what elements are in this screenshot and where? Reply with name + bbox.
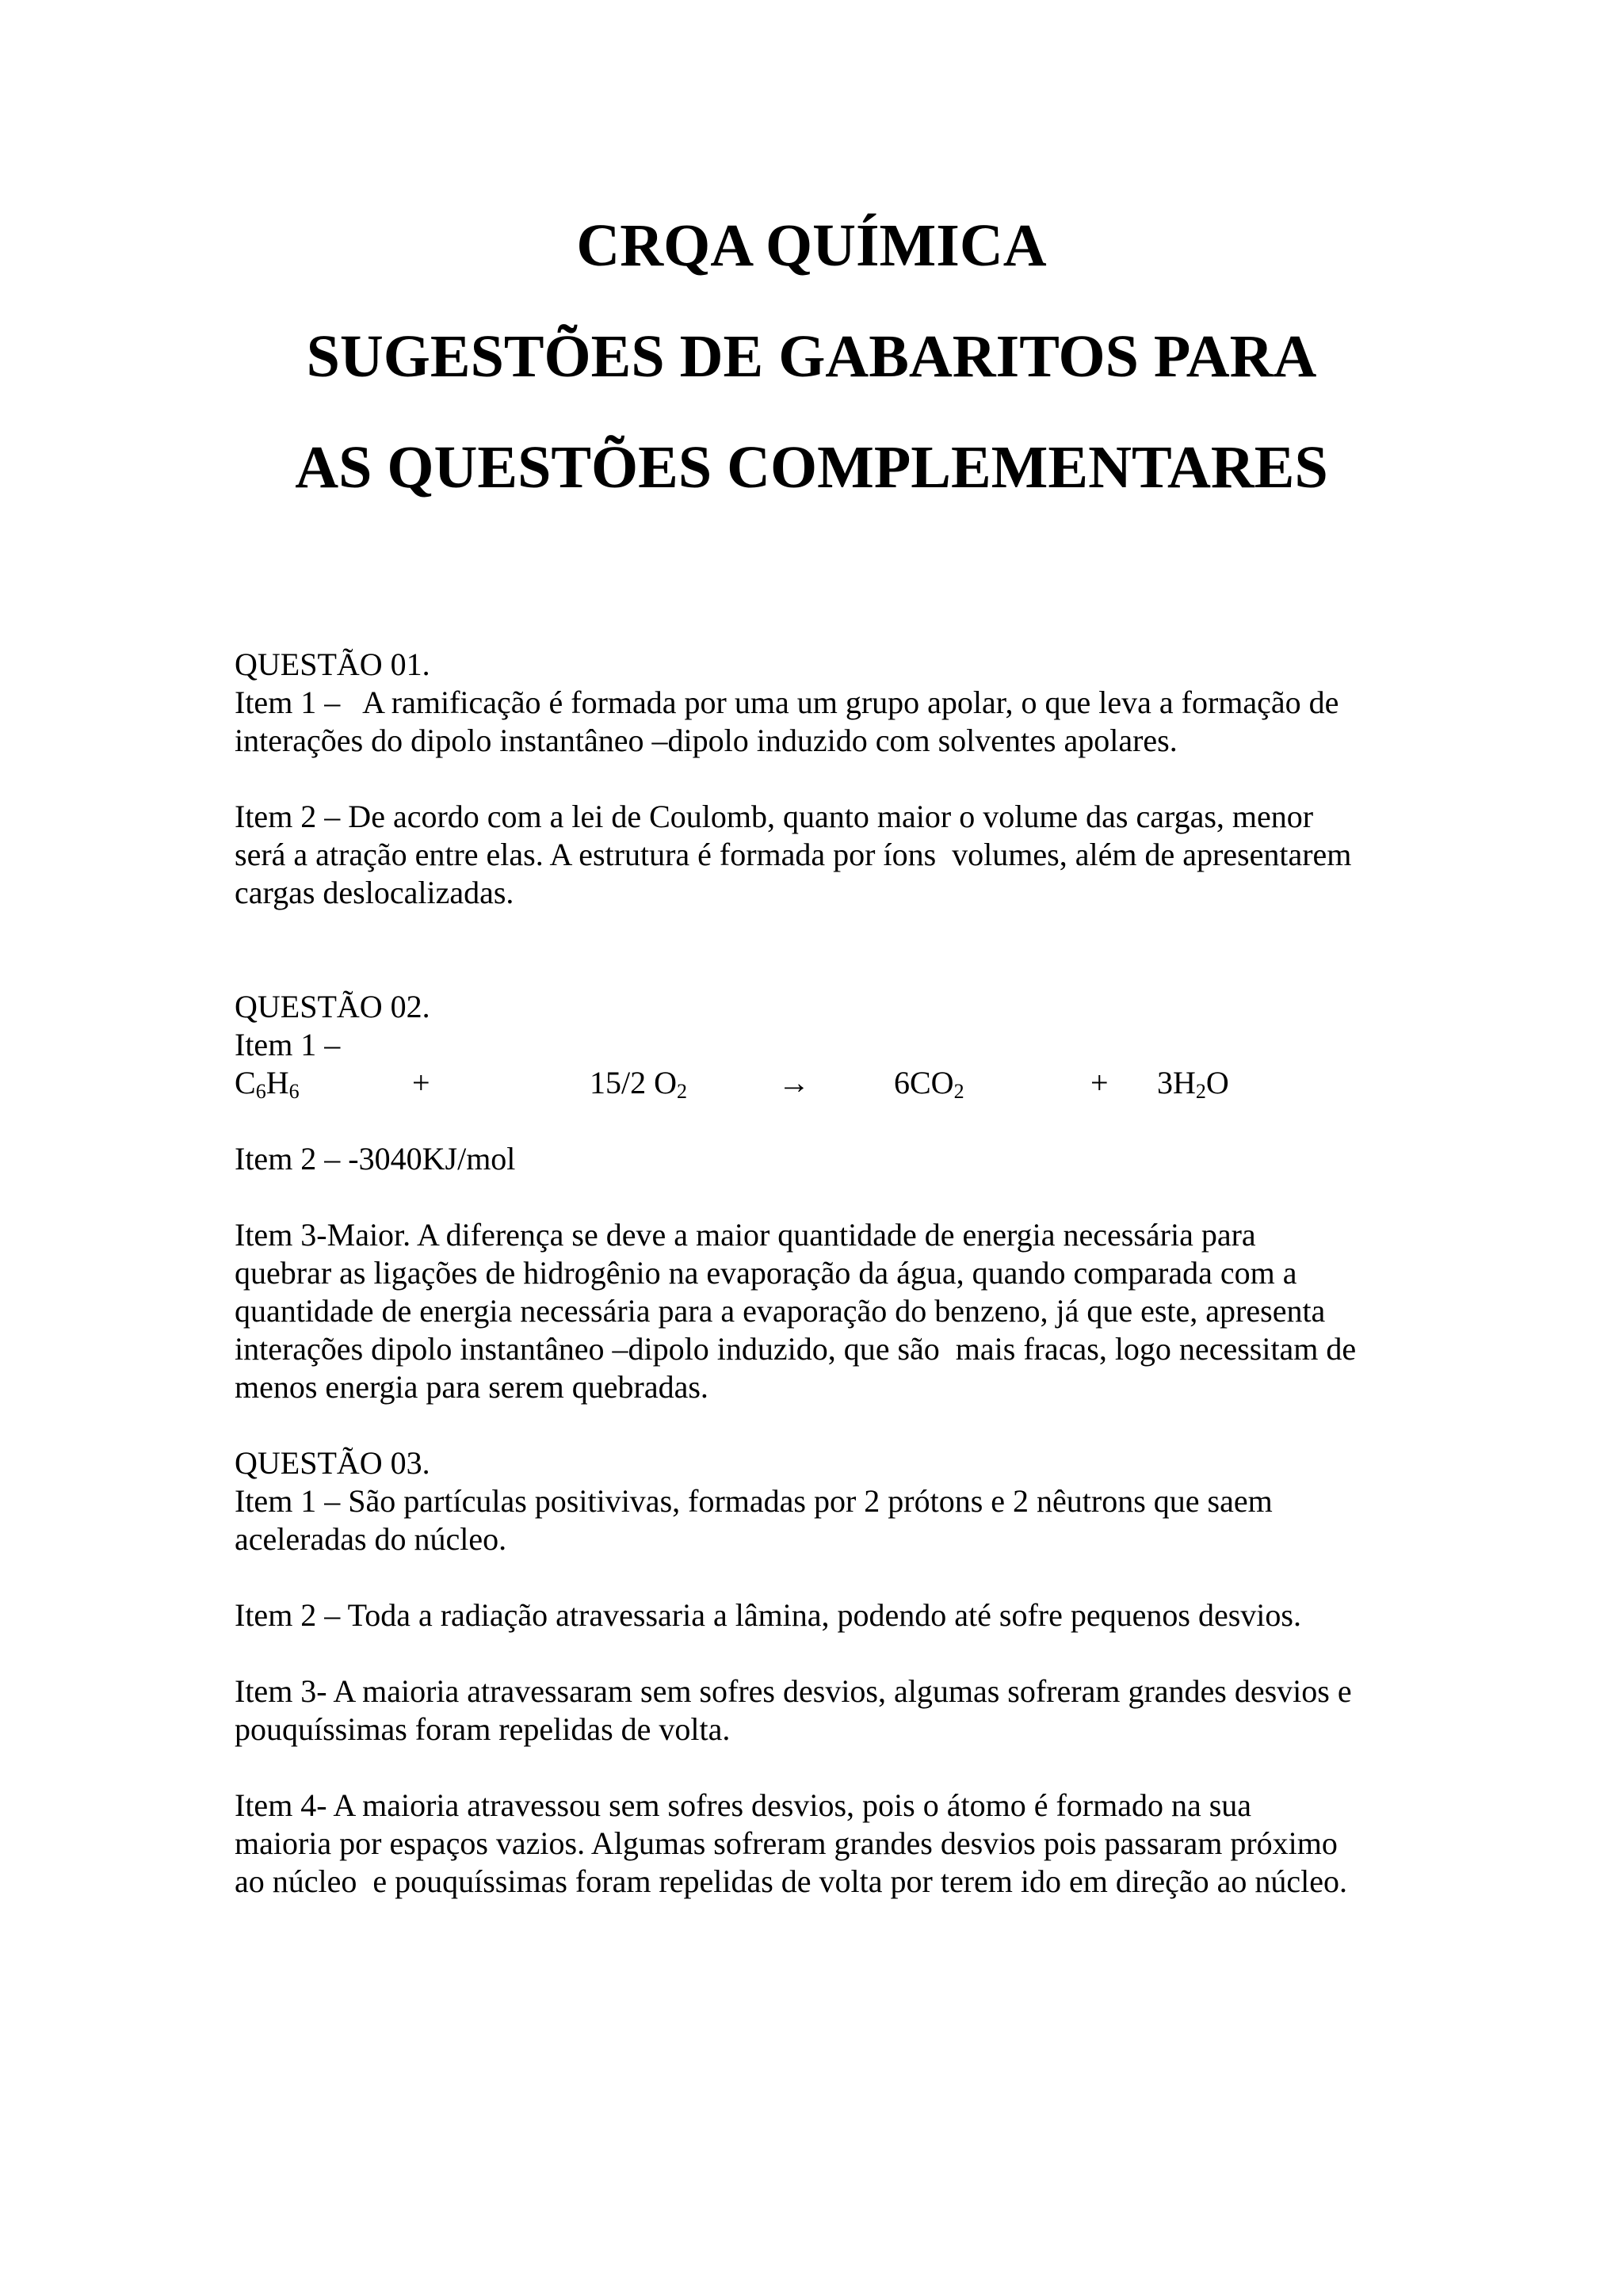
q01-item2-line2: será a atração entre elas. A estrutura é formada por íons volumes, além de apresentarem [235,837,1352,872]
product-co2: $6CO_2$ [894,1065,964,1103]
q03-item3-line1: Item 3- A maioria atravessaram sem sofres desvios, algumas sofreram grandes desvios e [235,1673,1352,1709]
q03-item1-line2: aceleradas do núcleo. [235,1521,507,1557]
q01-item1-line1: Item 1 – A ramificação é formada por uma um grupo apolar, o que leva a formação de [235,685,1339,720]
q02-item3-line1: Item 3-Maior. A diferença se deve a maior quantidade de energia necessária para [235,1217,1256,1253]
product-water: $3H_2O$ [1157,1065,1229,1103]
title-line-3: AS QUESTÕES COMPLEMENTARES [295,434,1328,501]
q01-item1-line2: interações do dipolo instantâneo –dipolo induzido com solventes apolares. [235,723,1178,758]
plus-sign-2: + [1090,1065,1109,1100]
q02-item2: Item 2 – -3040KJ/mol [235,1141,516,1177]
reaction-arrow: → [778,1065,810,1100]
q03-item4-line3: ao núcleo e pouquíssimas foram repelidas de volta por terem ido em direção ao núcleo. [235,1863,1347,1899]
reactant-oxygen: 15/2 $O_2$ [590,1065,687,1103]
question-02-heading: QUESTÃO 02. [235,989,430,1024]
document-title [0,190,1623,523]
q01-item2-line1: Item 2 – De acordo com a lei de Coulomb, quanto maior o volume das cargas, menor [235,799,1314,834]
reactant-benzene: $C_6H_6$ [235,1065,300,1103]
title-line-2: SUGESTÕES DE GABARITOS PARA [306,323,1317,390]
title-line-1: CRQA QUÍMICA [576,212,1047,279]
question-03-heading: QUESTÃO 03. [235,1445,430,1481]
plus-sign-1: + [412,1065,430,1100]
q02-item3-line2: quebrar as ligações de hidrogênio na evaporação da água, quando comparada com a [235,1255,1297,1291]
q02-item1-label: Item 1 – [235,1027,341,1062]
q03-item2: Item 2 – Toda a radiação atravessaria a lâmina, podendo até sofre pequenos desvios. [235,1597,1301,1633]
q03-item3-line2: pouquíssimas foram repelidas de volta. [235,1711,731,1747]
q02-item3-line5: menos energia para serem quebradas. [235,1369,708,1405]
question-01-heading: QUESTÃO 01. [235,646,430,682]
q03-item4-line1: Item 4- A maioria atravessou sem sofres desvios, pois o átomo é formado na sua [235,1787,1252,1823]
combustion-equation [235,1064,1423,1102]
q02-item3-line4: interações dipolo instantâneo –dipolo induzido, que são mais fracas, logo necessitam de [235,1331,1357,1367]
document-body [235,646,1423,1901]
q02-item3-line3: quantidade de energia necessária para a evaporação do benzeno, já que este, apresenta [235,1293,1326,1329]
q03-item1-line1: Item 1 – São partículas positivivas, formadas por 2 prótons e 2 nêutrons que saem [235,1483,1273,1519]
q03-item4-line2: maioria por espaços vazios. Algumas sofreram grandes desvios pois passaram próximo [235,1825,1338,1861]
q01-item2-line3: cargas deslocalizadas. [235,875,514,910]
